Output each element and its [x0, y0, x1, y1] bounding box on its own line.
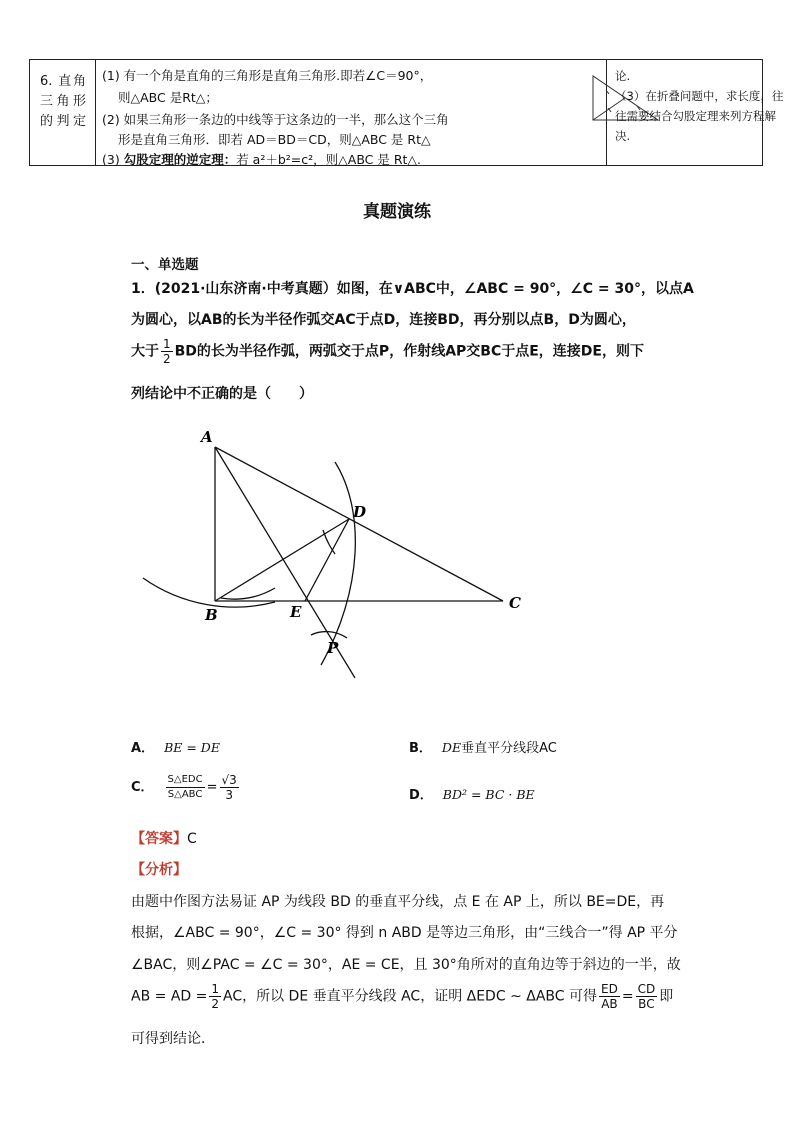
- analysis-line-4: [131, 982, 674, 1011]
- analysis-line-3: ∠BAC，则∠PAC = ∠C = 30°，AE = CE，且 30°角所对的直角边等于斜边的一半，故: [131, 957, 681, 973]
- criterion-3-num: (3): [102, 152, 124, 167]
- option-b-letter: B．: [409, 741, 432, 756]
- option-a-text: BE = DE: [164, 740, 220, 755]
- option-d-letter: D．: [409, 788, 433, 803]
- arc-right: [321, 462, 355, 665]
- option-c-area-ratio: [166, 773, 205, 802]
- frac-num: 1: [163, 337, 171, 351]
- value-den: 3: [225, 788, 233, 802]
- a4-f2-den: BC: [638, 997, 655, 1011]
- criterion-2-cont: 形是直角三角形．即若 AD＝BD＝CD，则△ABC 是 Rt△: [118, 132, 431, 147]
- analysis-tag: 【分析】: [131, 862, 187, 878]
- criterion-2: (2) 如果三角形一条边的中线等于这条边的一半，那么这个三角: [102, 112, 449, 127]
- question-line-4: 列结论中不正确的是（ ）: [131, 386, 313, 402]
- label-P: P: [327, 639, 339, 657]
- option-a-letter: A．: [131, 741, 155, 756]
- segment-BD: [215, 519, 349, 601]
- label-D: D: [353, 503, 367, 521]
- part-heading: 一、单选题: [131, 257, 199, 273]
- analysis-line-1: 由题中作图方法易证 AP 为线段 BD 的垂直平分线，点 E 在 AP 上，所以 BE=DE，再: [131, 894, 665, 910]
- option-b-text-post: 垂直平分线段AC: [461, 741, 557, 756]
- analysis-line-5: 可得到结论．: [131, 1031, 215, 1047]
- question-line-1: 1．(2021·山东济南·中考真题）如图，在∨ABC中，∠ABC = 90°，∠C = 30°，以点A: [131, 281, 694, 297]
- option-c-eq: =: [206, 780, 218, 795]
- a4-eq: =: [621, 988, 634, 1005]
- option-b-text-pre: DE: [441, 740, 462, 755]
- criterion-3: [102, 150, 421, 168]
- a4-mid: AC，所以 DE 垂直平分线段 AC，证明 ΔEDC ∼ ΔABC 可得: [223, 988, 597, 1005]
- a4-f1-den: AB: [601, 997, 618, 1011]
- a4-ratio-1: [599, 982, 620, 1011]
- value-num: √3: [221, 773, 237, 787]
- a4-ratio-2: [636, 982, 658, 1011]
- option-a[interactable]: [131, 737, 220, 756]
- segment-DE: [305, 519, 349, 601]
- q3-post: BD的长为半径作弧，两弧交于点P，作射线AP交BC于点E，连接DE，则下: [174, 343, 644, 360]
- answer-tag: 【答案】: [131, 831, 187, 847]
- analysis-line-2: 根据，∠ABC = 90°，∠C = 30° 得到 n ABD 是等边三角形，由“三线合一”得 AP 平分: [131, 925, 678, 941]
- a4-half: [209, 982, 221, 1011]
- option-d-text: BD² = BC · BE: [442, 787, 535, 802]
- a4-half-den: 2: [211, 997, 219, 1011]
- question-line-2: 为圆心，以AB的长为半径作弧交AC于点D，连接BD，再分别以点B，D为圆心，: [131, 312, 636, 328]
- option-c-value: [220, 773, 239, 802]
- arc-left: [143, 578, 275, 607]
- geometry-figure: [135, 420, 535, 690]
- table-notes: 论. （3）在折叠问题中，求长度，往往需要结合勾股定理来列方程解决.: [615, 69, 784, 143]
- label-A: A: [201, 428, 213, 446]
- table-criteria-cell: [96, 60, 607, 165]
- table-label-cell: [30, 60, 96, 165]
- a4-post: 即: [659, 988, 674, 1005]
- criterion-1: (1) 有一个角是直角的三角形是直角三角形.即若∠C＝90°，: [102, 68, 433, 83]
- a4-f1-num: ED: [601, 982, 618, 996]
- area-den: S△ABC: [167, 789, 203, 800]
- question-line-3: [131, 337, 644, 366]
- answer-line: [131, 828, 197, 848]
- table-notes-cell: [607, 60, 784, 165]
- criterion-3-heading: 勾股定理的逆定理：: [123, 152, 237, 167]
- table-label: 6. 直角三角形的判定: [40, 74, 86, 129]
- a4-f2-num: CD: [637, 982, 656, 996]
- option-c-letter: C．: [131, 780, 154, 795]
- option-b[interactable]: [409, 737, 557, 756]
- answer-value: C: [187, 831, 197, 847]
- arc-small-d: [323, 530, 335, 554]
- arc-small-b: [221, 588, 275, 599]
- a4-half-num: 1: [211, 982, 219, 996]
- criterion-3-text: 若 a²＋b²=c²，则△ABC 是 Rt△.: [236, 152, 422, 167]
- a4-pre: AB = AD =: [131, 988, 208, 1005]
- label-B: B: [205, 606, 218, 624]
- criteria-table: [29, 59, 784, 167]
- criterion-1-cont: 则△ABC 是Rt△；: [118, 90, 218, 105]
- segment-AC: [215, 447, 503, 601]
- q3-pre: 大于: [131, 343, 159, 360]
- frac-den: 2: [163, 352, 171, 366]
- analysis-heading: [131, 859, 187, 879]
- option-d[interactable]: [409, 784, 535, 803]
- area-num: S△EDC: [166, 773, 205, 788]
- option-c[interactable]: [131, 773, 241, 802]
- label-E: E: [290, 603, 302, 621]
- label-C: C: [509, 594, 521, 612]
- half-fraction: [161, 337, 173, 366]
- section-title: 真题演练: [363, 202, 431, 222]
